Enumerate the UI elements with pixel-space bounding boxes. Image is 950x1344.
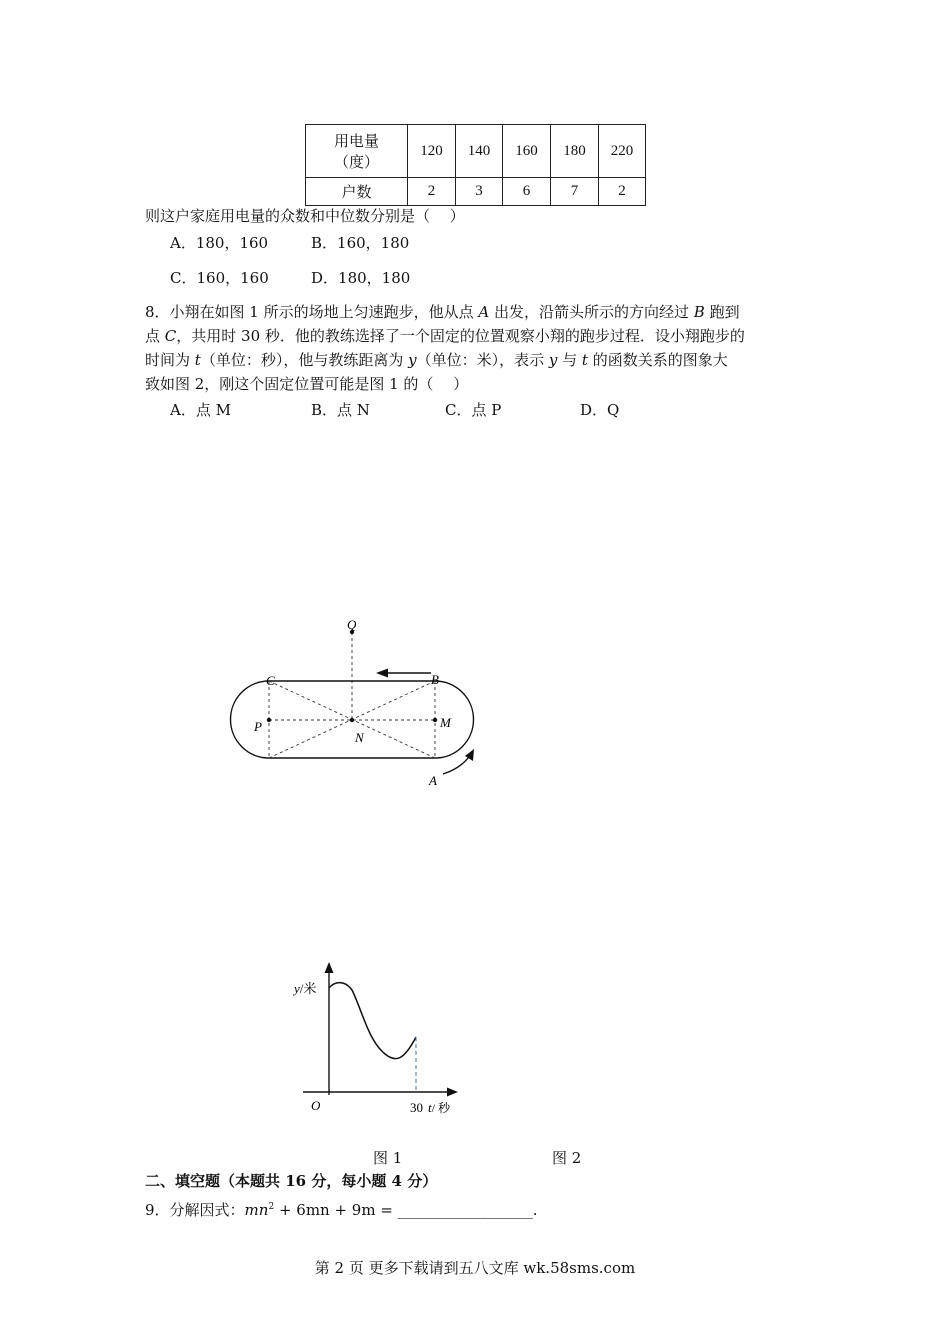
point-p	[267, 718, 271, 722]
page-footer: 第 2 页 更多下载请到五八文库 wk.58sms.com	[314, 1259, 636, 1277]
caption-figure-2: 图 2	[552, 1149, 582, 1167]
section-2-heading: 二、填空题（本题共 16 分，每小题 4 分）	[145, 1172, 438, 1190]
table-cell: 7	[551, 178, 599, 206]
q8-line-2: 点 C，共用时 30 秒．他的教练选择了一个固定的位置观察小翔的跑步过程．设小翔跑步的	[145, 327, 745, 345]
y-axis-label: y/米	[294, 981, 317, 996]
q7-option-b: B．160，180	[311, 234, 410, 252]
q8-option-d: D．Q	[580, 401, 620, 419]
y-axis-arrow	[325, 962, 334, 973]
q8-option-b: B．点 N	[311, 401, 370, 419]
q8-option-a: A．点 M	[170, 401, 231, 419]
label-a: A	[429, 773, 437, 788]
figure-2-graph	[285, 955, 470, 1125]
q9-expr-prefix: mn	[244, 1201, 269, 1219]
point-m	[433, 718, 437, 722]
q7-option-c: C．160，160	[170, 269, 269, 287]
x-axis-label: t/ 秒	[428, 1100, 450, 1115]
q9-label: 9．分解因式：	[145, 1201, 245, 1219]
caption-figure-1: 图 1	[373, 1149, 403, 1167]
origin-label: O	[311, 1098, 321, 1113]
x-tick-30: 30	[410, 1100, 423, 1115]
table-cell: 140	[456, 125, 503, 178]
table-header-usage: 用电量 （度）	[306, 125, 408, 178]
figure-1-track	[220, 610, 500, 795]
q7-option-a: A．180，160	[170, 234, 269, 252]
q8-option-c: C．点 P	[445, 401, 502, 419]
electricity-table	[305, 124, 646, 206]
q7-option-d: D．180，180	[311, 269, 411, 287]
table-header-households: 户数	[306, 178, 408, 206]
table-cell: 220	[599, 125, 646, 178]
q7-stem: 则这户家庭用电量的众数和中位数分别是（ ）	[145, 207, 465, 225]
table-cell: 2	[599, 178, 646, 206]
q9-line: 9．分解因式：$mn^2 + 6mn + 9m$ = __________________.	[145, 1201, 538, 1219]
construction-lines	[269, 632, 435, 758]
table-cell: 160	[503, 125, 551, 178]
q8-line-4: 致如图 2，刚这个固定位置可能是图 1 的（ ）	[145, 375, 469, 393]
q9-expr-mid: + 6mn + 9m =	[274, 1201, 398, 1219]
q8-line-1: 8．小翔在如图 1 所示的场地上匀速跑步，他从点 A 出发，沿箭头所示的方向经过 B 跑到	[145, 303, 740, 321]
table-cell: 3	[456, 178, 503, 206]
distance-curve	[329, 983, 416, 1059]
label-p: P	[254, 719, 262, 734]
table-cell: 180	[551, 125, 599, 178]
q8-line-3: 时间为 t（单位：秒），他与教练距离为 y（单位：米），表示 y 与 t 的函数关系的图象大	[145, 351, 728, 369]
label-c: C	[266, 673, 275, 688]
x-axis-arrow	[447, 1088, 458, 1097]
label-b: B	[431, 672, 439, 687]
point-n	[350, 718, 354, 722]
q9-expr-sup: 2	[268, 1202, 275, 1212]
direction-arrow-head	[376, 669, 388, 678]
table-cell: 6	[503, 178, 551, 206]
label-m: M	[440, 715, 451, 730]
q9-answer-blank[interactable]: __________________	[397, 1201, 533, 1219]
table-cell: 2	[408, 178, 456, 206]
label-q: Q	[347, 617, 357, 632]
label-n: N	[355, 730, 364, 745]
table-cell: 120	[408, 125, 456, 178]
